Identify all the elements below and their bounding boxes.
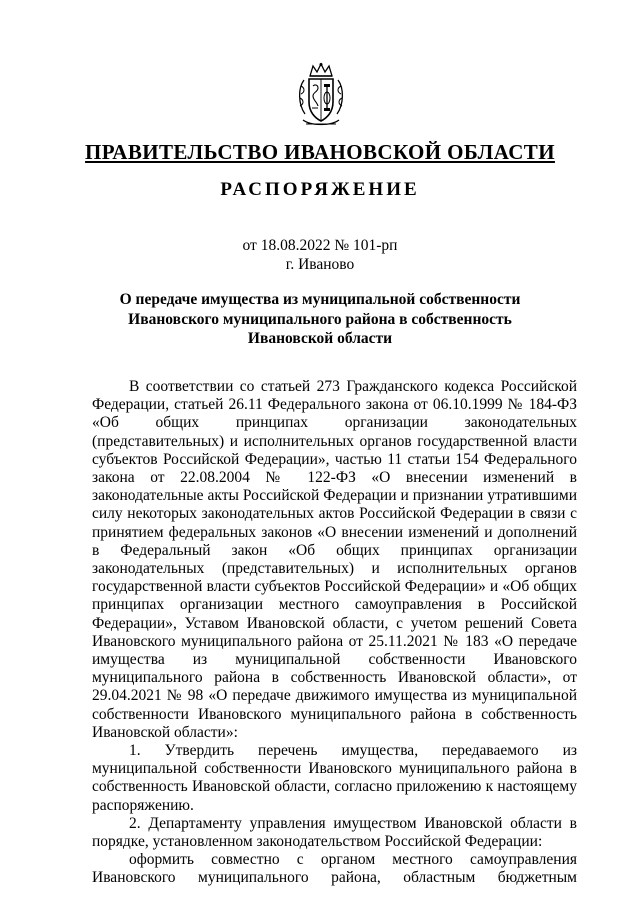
item-1-paragraph: 1. Утвердить перечень имущества, передаваемого из муниципальной собственности Ивановского муниципального района в собственность Ивановской области, согласно приложению к настоящему распоряжению. [92,742,577,814]
issue-city: г. Иваново [285,256,355,273]
document-type-title: РАСПОРЯЖЕНИЕ [220,179,420,200]
coat-of-arms-icon [296,62,346,130]
item-2-paragraph: 2. Департаменту управления имуществом Ивановской области в порядке, установленном законодательством Российской Федерации: [92,814,577,851]
document-body [92,378,577,888]
item-2-subparagraph: оформить совместно с органом местного самоуправления Ивановского муниципального района, областным бюджетным [92,851,577,887]
subject-line-1: О передаче имущества из муниципальной собственности [119,291,521,308]
document-subject [0,290,640,349]
government-title: ПРАВИТЕЛЬСТВО ИВАНОВСКОЙ ОБЛАСТИ [85,140,555,164]
subject-line-3: Ивановской области [247,330,393,347]
subject-line-2: Ивановского муниципального района в собственность [128,310,512,328]
preamble-paragraph: В соответствии со статьей 273 Гражданского кодекса Российской Федерации, статьей 26.11 Федерального закона от 06.10.1999 № 184-ФЗ «Об общих принципах организации законодательных (представительных) и исполнительных органов государственной власти субъектов Российской Федерации», частью 11 статьи 154 Федерального закона от 22.08.2004 № 122-ФЗ «О внесении изменений в законодательные акты Российской Федерации и признании утратившими силу некоторых законодательных актов Российской Федерации в связи с принятием федеральных законов «О внесении изменений и дополнений в Федеральный закон «Об общих принципах организации законодательных (представительных) и исполнительных органов государственной власти субъектов Российской Федерации» и «Об общих принципах организации местного самоуправления в Российской Федерации», Уставом Ивановской области, с учетом решений Совета Ивановского муниципального района от 25.11.2021 № 183 «О передаче имущества из муниципальной собственности Ивановского муниципального района в собственность Ивановской области», от 29.04.2021 № 98 «О передаче движимого имущества из муниципальной собственности Ивановского муниципального района в собственность Ивановской области»: [92,378,577,741]
date-and-number: от 18.08.2022 № 101-рп [242,237,398,254]
document-meta [0,236,640,274]
